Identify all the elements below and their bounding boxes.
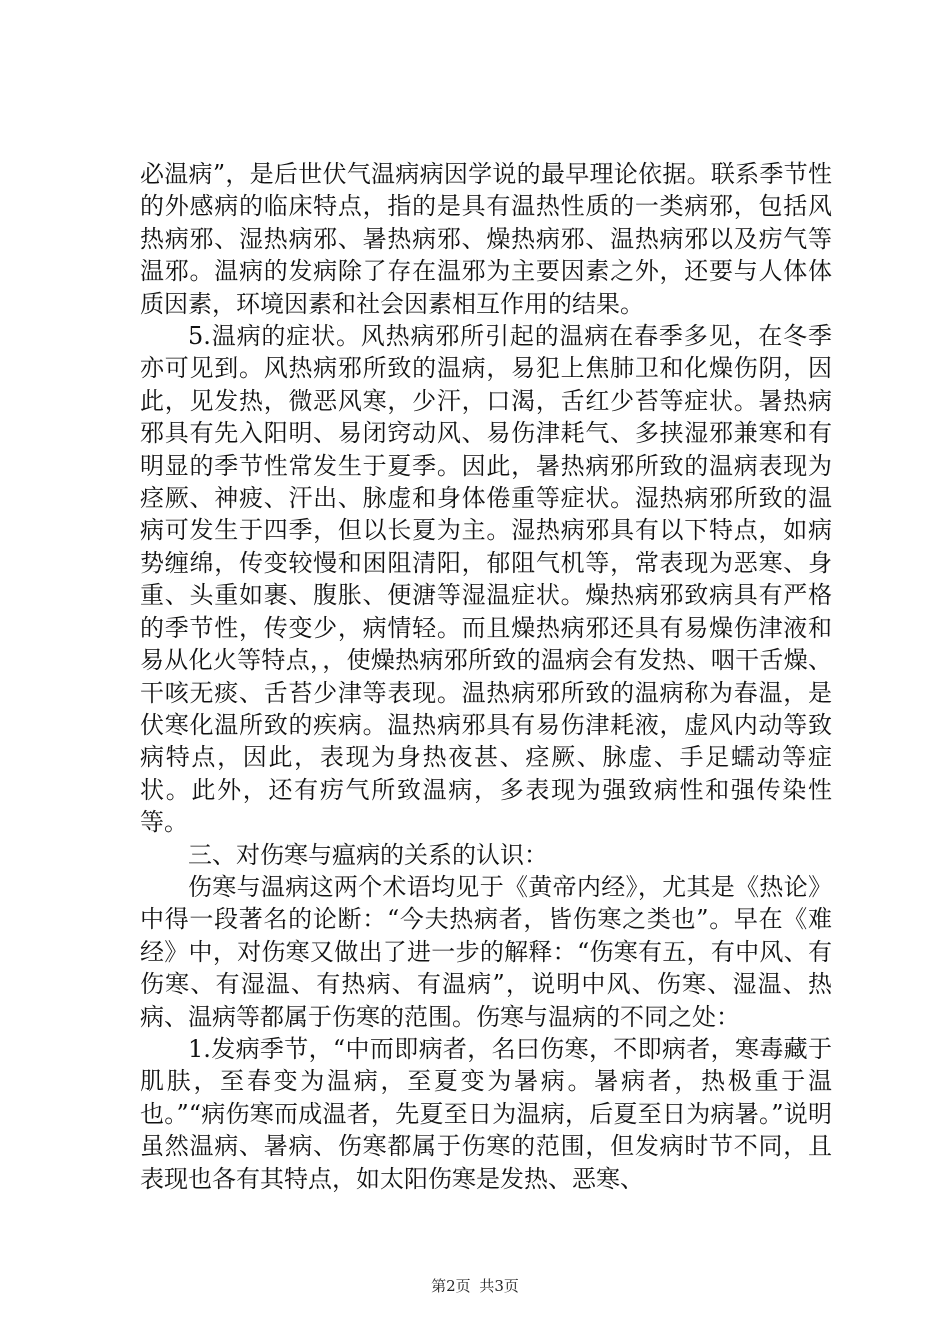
paragraph-relationship: 伤寒与温病这两个术语均见于《黄帝内经》，尤其是《热论》中得一段著名的论断：“今夫热病者，皆伤寒之类也”。早在《难经》中，对伤寒又做出了进一步的解释：“伤寒有五，有中风、有伤寒、有湿温、有热病、有温病”，说明中风、伤寒、湿温、热病、温病等都属于伤寒的范围。伤寒与温病的不同之处： (140, 872, 832, 1031)
section-heading: 三、对伤寒与瘟病的关系的认识： (188, 840, 548, 869)
page-number: 第2页 (431, 1277, 471, 1295)
page-footer (0, 1275, 950, 1296)
page-total: 共3页 (479, 1277, 519, 1295)
paragraph-symptoms: 5.温病的症状。风热病邪所引起的温病在春季多见，在冬季亦可见到。风热病邪所致的温病，易犯上焦肺卫和化燥伤阴，因此，见发热，微恶风寒，少汗，口渴，舌红少苔等症状。暑热病邪具有先入阳明、易闭窍动风、易伤津耗气、多挟湿邪兼寒和有明显的季节性常发生于夏季。因此，暑热病邪所致的温病表现为痉厥、神疲、汗出、脉虚和身体倦重等症状。湿热病邪所致的温病可发生于四季，但以长夏为主。湿热病邪具有以下特点，如病势缠绵，传变较慢和困阻清阳，郁阻气机等，常表现为恶寒、身重、头重如裹、腹胀、便溏等湿温症状。燥热病邪致病具有严格的季节性，传变少，病情轻。而且燥热病邪还具有易燥伤津液和易从化火等特点，，使燥热病邪所致的温病会有发热、咽干舌燥、干咳无痰、舌苔少津等表现。温热病邪所致的温病称为春温，是伏寒化温所致的疾病。温热病邪具有易伤津耗液，虚风内动等致病特点，因此，表现为身热夜甚、痉厥、脉虚、手足蠕动等症状。此外，还有疠气所致温病，多表现为强致病性和强传染性等。 (140, 322, 832, 837)
paragraph-continuation: 必温病”，是后世伏气温病病因学说的最早理论依据。联系季节性的外感病的临床特点，指的是具有温热性质的一类病邪，包括风热病邪、湿热病邪、暑热病邪、燥热病邪、温热病邪以及疠气等温邪。温病的发病除了存在温邪为主要因素之外，还要与人体体质因素，环境因素和社会因素相互作用的结果。 (140, 160, 832, 318)
paragraph-season: 1.发病季节，“中而即病者，名曰伤寒，不即病者，寒毒藏于肌肤，至春变为温病，至夏变为暑病。暑病者，热极重于温也。”“病伤寒而成温者，先夏至日为温病，后夏至日为病暑。”说明虽然温病、暑病、伤寒都属于伤寒的范围，但发病时节不同，且表现也各有其特点，如太阳伤寒是发热、恶寒、 (140, 1034, 832, 1193)
document-body (140, 158, 832, 1195)
